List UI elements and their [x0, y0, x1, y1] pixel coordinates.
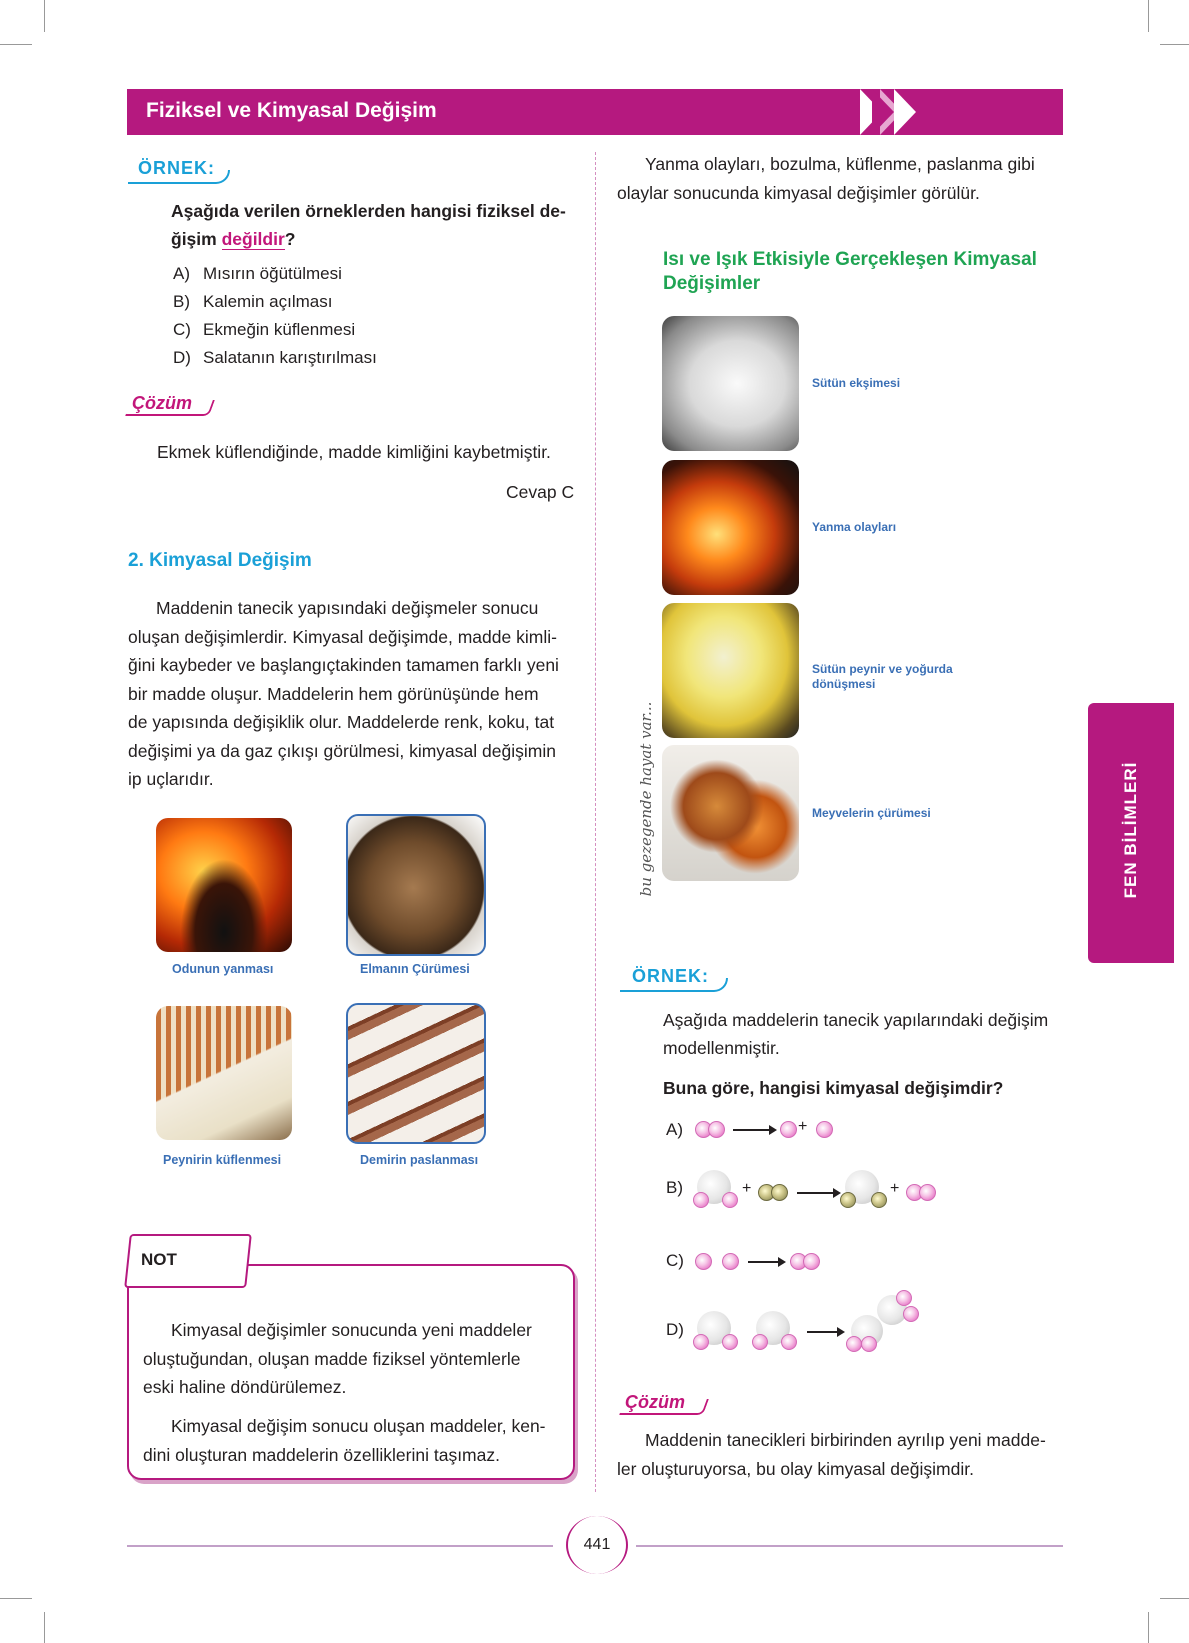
fire-photo [662, 460, 799, 595]
photo-caption: Odunun yanması [172, 962, 274, 976]
rusty-iron-photo [346, 1003, 486, 1144]
example-label-underline [620, 978, 728, 992]
particle-icon [695, 1253, 712, 1270]
particle-icon [693, 1192, 709, 1208]
note-label: NOT [141, 1250, 177, 1269]
option-c-letter: C) [666, 1251, 684, 1270]
note-paragraph: Kimyasal değişimler sonucunda yeni maddeler oluştuğundan, oluşan madde fiziksel yöntemlerle eski haline döndürülemez. [143, 1320, 532, 1397]
example2-solution: Maddenin tanecikleri birbirinden ayrılıp yeni madde- ler oluşturuyorsa, bu olay kimyasal değişimdir. [617, 1430, 1046, 1479]
chevron-icon [894, 89, 916, 135]
solution-label-underline [125, 400, 215, 416]
arrow-icon [733, 1129, 771, 1131]
arrow-icon [807, 1331, 839, 1333]
example-label: ÖRNEK: [632, 966, 709, 986]
photo-caption: Demirin paslanması [360, 1153, 479, 1167]
option-b: B) Kalemin açılması [173, 292, 333, 311]
rotting-fruit-photo [662, 745, 799, 881]
particle-icon [780, 1121, 797, 1138]
particle-icon [816, 1121, 833, 1138]
option-c: C) Ekmeğin küflenmesi [173, 320, 356, 339]
plus-icon: + [798, 1118, 808, 1135]
margin-motto: bu gezegende hayat var... [637, 701, 655, 897]
particle-icon [846, 1336, 862, 1352]
section-heading: 2. Kimyasal Değişim [128, 550, 312, 571]
particle-icon [752, 1334, 768, 1350]
crop-mark [44, 0, 45, 32]
crop-mark [1160, 44, 1189, 45]
solution-text: Ekmek küflendiğinde, madde kimliğini kaybetmiştir. [157, 442, 551, 462]
option-b-letter: B) [666, 1178, 683, 1197]
particle-icon [722, 1192, 738, 1208]
particle-icon [693, 1334, 709, 1350]
plus-icon: + [890, 1180, 900, 1197]
particle-icon [803, 1253, 820, 1270]
particle-icon [871, 1192, 887, 1208]
page-title: Fiziksel ve Kimyasal Değişim [146, 99, 437, 122]
sidebar-tab-label: FEN BİLİMLERİ [1121, 761, 1140, 899]
option-d-letter: D) [666, 1320, 684, 1339]
example-label: ÖRNEK: [138, 158, 215, 178]
particle-icon [861, 1336, 877, 1352]
footer-line [127, 1545, 553, 1547]
arrow-icon [748, 1261, 780, 1263]
soured-milk-photo [662, 316, 799, 451]
right-intro: Yanma olayları, bozulma, küflenme, paslanma gibi olaylar sonucunda kimyasal değişimler görülür. [617, 154, 1035, 203]
rotten-apple-photo [346, 814, 486, 956]
option-a: A) Mısırın öğütülmesi [173, 264, 342, 283]
heat-section-heading: Isı ve Işık Etkisiyle Gerçekleşen Kimyasal Değişimler [663, 249, 1037, 294]
crop-mark [1148, 0, 1149, 32]
column-divider [595, 152, 596, 1492]
heat-caption: Sütün ekşimesi [812, 376, 901, 390]
options-list [173, 260, 377, 372]
particle-icon [840, 1192, 856, 1208]
page-number: 441 [583, 1536, 611, 1553]
particle-icon [919, 1184, 936, 1201]
crop-mark [0, 1598, 32, 1599]
crop-mark [0, 44, 32, 45]
particle-icon [781, 1334, 797, 1350]
option-a-letter: A) [666, 1120, 683, 1139]
particle-icon [708, 1121, 725, 1138]
example-question: Aşağıda verilen örneklerden hangisi fiziksel de- ğişim değildir? [171, 201, 566, 249]
footer-line [636, 1545, 1063, 1547]
solution-label: Çözüm [132, 393, 192, 413]
example2-intro: Aşağıda maddelerin tanecik yapılarındaki değişim modellenmiştir. [663, 1010, 1049, 1058]
section-paragraph: Maddenin tanecik yapısındaki değişmeler sonucu oluşan değişimlerdir. Kimyasal değişimde, madde kimli- ğini kaybeder ve başlangıçtakinden tamamen farklı yeni bir madde oluşur. Maddelerin hem görünüşünde hem de yapısında değişiklik olur. Maddelerde renk, koku, tat değişimi ya da gaz çıkışı görülmesi, kimyasal değişimin ip uçlarıdır. [128, 598, 559, 789]
photo-caption: Elmanın Çürümesi [360, 962, 470, 976]
arrow-icon [797, 1192, 835, 1194]
particle-icon [896, 1290, 912, 1306]
plus-icon: + [742, 1180, 752, 1197]
option-d: D) Salatanın karıştırılması [173, 348, 377, 367]
chevron-icon [872, 89, 894, 135]
crop-mark [1148, 1612, 1149, 1643]
note-paragraph: Kimyasal değişim sonucu oluşan maddeler, ken- dini oluşturan maddelerin özelliklerini taşımaz. [143, 1416, 546, 1465]
crop-mark [44, 1612, 45, 1643]
cheese-yogurt-photo [662, 603, 799, 738]
particle-icon [722, 1334, 738, 1350]
burning-wood-photo [156, 818, 292, 952]
answer-text: Cevap C [506, 482, 575, 502]
moldy-cheese-photo [156, 1006, 292, 1140]
particle-icon [722, 1253, 739, 1270]
particle-icon [771, 1184, 788, 1201]
photo-caption: Peynirin küflenmesi [163, 1153, 282, 1167]
crop-mark [1160, 1598, 1189, 1599]
example-label-underline [128, 170, 230, 184]
solution-label: Çözüm [625, 1392, 685, 1412]
heat-caption: Meyvelerin çürümesi [812, 806, 931, 820]
particle-icon [903, 1306, 919, 1322]
heat-caption: Yanma olayları [812, 520, 897, 534]
heat-caption: Sütün peynir ve yoğurda dönüşmesi [812, 662, 953, 691]
solution-label-underline [619, 1399, 709, 1415]
example2-question: Buna göre, hangisi kimyasal değişimdir? [663, 1078, 1004, 1098]
